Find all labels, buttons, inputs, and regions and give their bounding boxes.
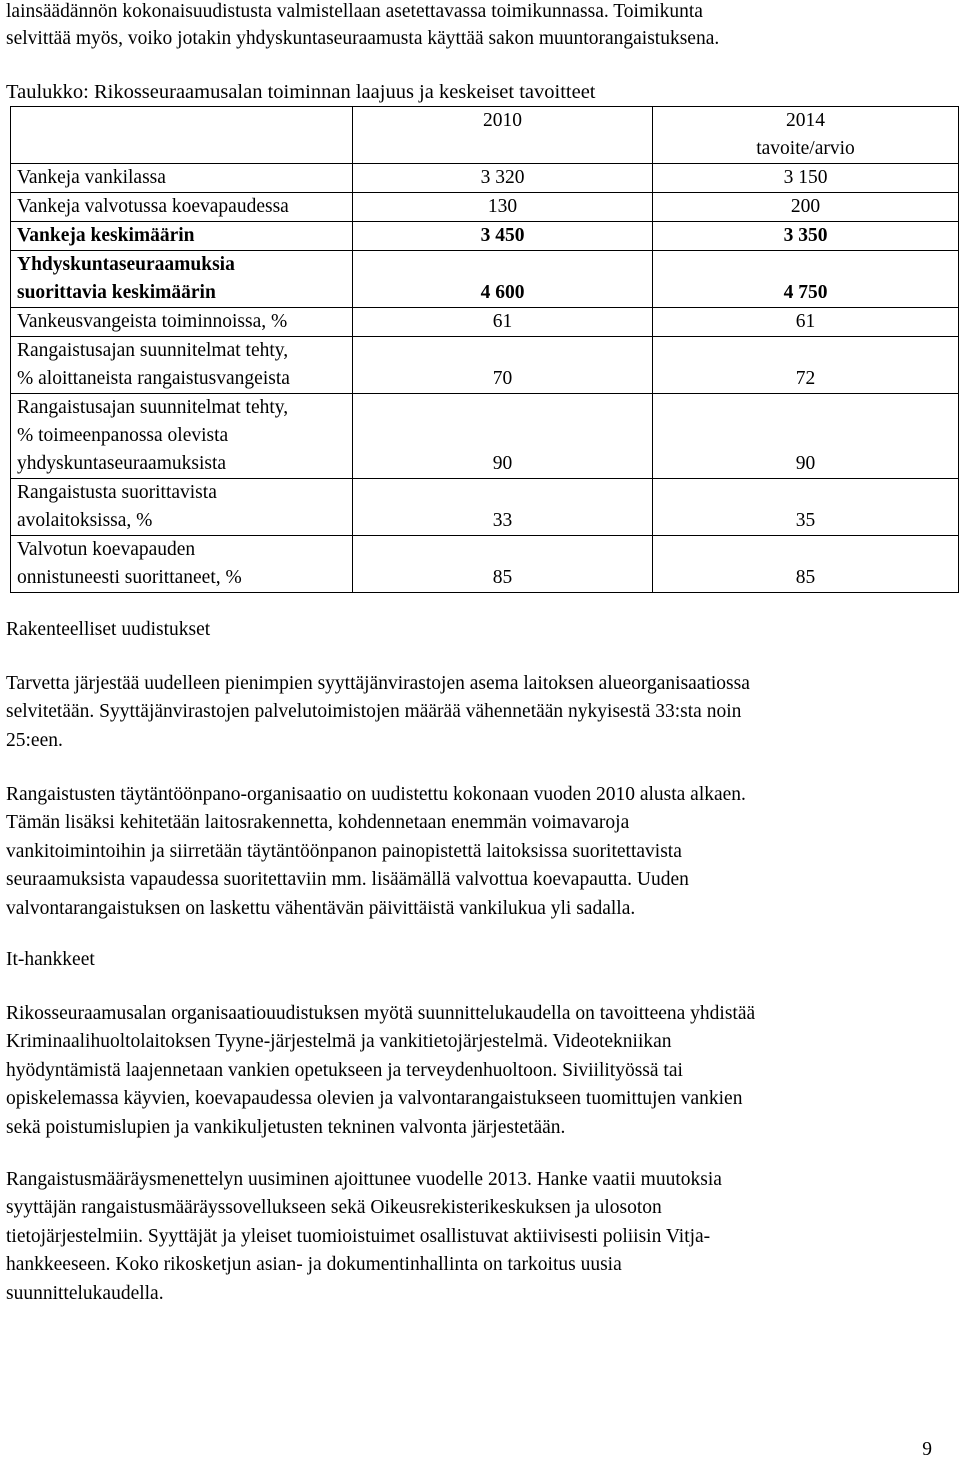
value-2014: 90: [653, 394, 959, 479]
text-line: tietojärjestelmiin. Syyttäjät ja yleiset tuomioistuimet osallistuvat aktiivisesti poliisin Vitja-: [6, 1225, 711, 1247]
row-label: Vankeja vankilassa: [11, 164, 353, 193]
text-line: opiskelemassa käyvien, koevapaudessa olevien ja valvontarangaistukseen tuomittujen vankien: [6, 1088, 743, 1110]
table-row: [11, 394, 959, 479]
header-2010: 2010: [353, 107, 653, 164]
text-line: Tarvetta järjestää uudelleen pienimpien syyttäjänvirastojen asema laitoksen alueorganisaatiossa: [6, 673, 750, 694]
value-2014: 4 750: [653, 251, 959, 308]
table-header-row: [11, 107, 959, 164]
value-2014: 72: [653, 337, 959, 394]
value-2010: 4 600: [353, 251, 653, 308]
row-label: Vankeusvangeista toiminnoissa, %: [11, 308, 353, 337]
value-2010: 3 320: [353, 164, 653, 193]
text-line: selvitetään. Syyttäjänvirastojen palvelutoimistojen määrää vähennetään nykyisestä 33:sta noin: [6, 701, 742, 723]
section-heading-rakenteelliset: Rakenteelliset uudistukset: [6, 619, 211, 640]
row-label: Rangaistusajan suunnitelmat tehty, % aloittaneista rangaistusvangeista: [11, 337, 353, 394]
section-heading-it: It-hankkeet: [6, 949, 95, 970]
row-label: Rangaistusta suorittavista avolaitoksissa, %: [11, 479, 353, 536]
text-line: hankkeeseen. Koko rikosketjun asian- ja dokumentinhallinta on tarkoitus uusia: [6, 1254, 622, 1276]
row-label: Vankeja valvotussa koevapaudessa: [11, 193, 353, 222]
table-row: [11, 536, 959, 593]
value-2010: 130: [353, 193, 653, 222]
paragraph-rakenteelliset-2: [6, 781, 746, 923]
header-2014: 2014 tavoite/arvio: [653, 107, 959, 164]
data-table: [10, 106, 959, 593]
text-line: seuraamuksista vapaudessa suoritettaviin mm. lisäämällä valvottua koevapautta. Uuden: [6, 869, 689, 891]
value-2014: 85: [653, 536, 959, 593]
row-label: Rangaistusajan suunnitelmat tehty, % toimeenpanossa olevista yhdyskuntaseuraamuksista: [11, 394, 353, 479]
value-2010: 70: [353, 337, 653, 394]
text-line: hyödyntämistä laajennetaan vankien opetukseen ja terveydenhuoltoon. Siviilityössä tai: [6, 1059, 683, 1081]
text-line: sekä poistumislupien ja vankikuljetusten tekninen valvonta järjestetään.: [6, 1116, 566, 1138]
table-row: [11, 164, 959, 193]
header-empty-cell: [11, 107, 353, 164]
value-2010: 90: [353, 394, 653, 479]
table-caption: Taulukko: Rikosseuraamusalan toiminnan laajuus ja keskeiset tavoitteet: [6, 81, 596, 103]
text-line: Tämän lisäksi kehitetään laitosrakennetta, kohdennetaan enemmän voimavaroja: [6, 812, 630, 834]
text-line: valvontarangaistuksen on laskettu vähentävän päivittäistä vankilukua yli sadalla.: [6, 897, 636, 919]
value-2014: 3 150: [653, 164, 959, 193]
text-line: Kriminaalihuoltolaitoksen Tyyne-järjestelmä ja vankitietojärjestelmä. Videotekniikan: [6, 1031, 672, 1053]
value-2014: 200: [653, 193, 959, 222]
page-number: 9: [922, 1439, 932, 1460]
text-line: suunnittelukaudella.: [6, 1282, 164, 1304]
value-2010: 85: [353, 536, 653, 593]
text-line: Rangaistusten täytäntöönpano-organisaatio on uudistettu kokonaan vuoden 2010 alusta alkaen.: [6, 784, 746, 805]
paragraph-it-2: [6, 1166, 722, 1308]
value-2010: 61: [353, 308, 653, 337]
text-line: Rikosseuraamusalan organisaatiouudistuksen myötä suunnittelukaudella on tavoitteena yhdistää: [6, 1003, 756, 1024]
value-2014: 61: [653, 308, 959, 337]
intro-line-1: lainsäädännön kokonaisuudistusta valmistellaan asetettavassa toimikunnassa. Toimikunta: [6, 1, 703, 22]
row-label: Vankeja keskimäärin: [11, 222, 353, 251]
paragraph-it-1: [6, 1000, 755, 1142]
table-row: [11, 222, 959, 251]
table-row: [11, 251, 959, 308]
row-label: Yhdyskuntaseuraamuksia suorittavia keskimäärin: [11, 251, 353, 308]
text-line: vankitoimintoihin ja siirretään täytäntöönpanon painopistettä laitoksissa suoritettavista: [6, 840, 682, 862]
table-row: [11, 337, 959, 394]
text-line: Rangaistusmääräysmenettelyn uusiminen ajoittunee vuodelle 2013. Hanke vaatii muutoksia: [6, 1169, 722, 1190]
value-2014: 35: [653, 479, 959, 536]
text-line: syyttäjän rangaistusmääräyssovellukseen sekä Oikeusrekisterikeskuksen ja ulosoton: [6, 1197, 662, 1219]
paragraph-rakenteelliset-1: [6, 670, 750, 755]
value-2014: 3 350: [653, 222, 959, 251]
row-label: Valvotun koevapauden onnistuneesti suorittaneet, %: [11, 536, 353, 593]
value-2010: 3 450: [353, 222, 653, 251]
table-row: [11, 308, 959, 337]
text-line: 25:een.: [6, 729, 63, 751]
value-2010: 33: [353, 479, 653, 536]
intro-line-2: selvittää myös, voiko jotakin yhdyskuntaseuraamusta käyttää sakon muuntorangaistuksena.: [6, 28, 720, 49]
table-row: [11, 193, 959, 222]
table-row: [11, 479, 959, 536]
